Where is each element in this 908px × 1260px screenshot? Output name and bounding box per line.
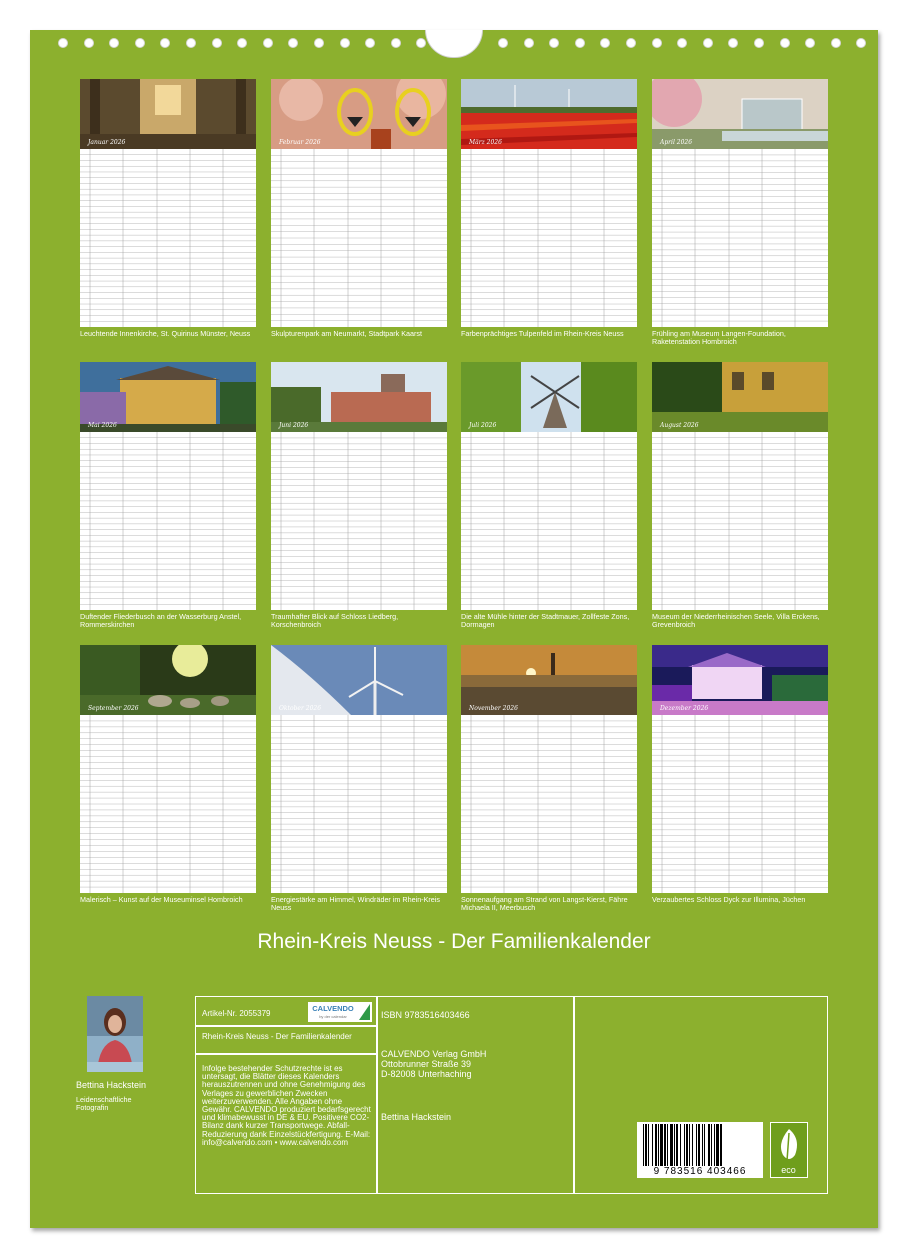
author-tagline: Leidenschaftliche Fotografin <box>76 1095 132 1112</box>
isbn: ISBN 9783516403466 <box>381 1010 470 1020</box>
logo-mark-icon <box>359 1004 370 1020</box>
calendar-title: Rhein-Kreis Neuss - Der Familienkalender <box>257 930 651 953</box>
month-planner-grid <box>271 149 447 327</box>
publisher-line-2: Ottobrunner Straße 39 <box>381 1059 472 1069</box>
binding-hole <box>498 38 508 48</box>
month-label: August 2026 <box>660 422 699 429</box>
binding-hole <box>626 38 636 48</box>
month-photo <box>461 645 637 715</box>
month-caption: Sonnenaufgang am Strand von Langst-Kierst, Fähre Michaela II, Meerbusch <box>461 895 628 912</box>
article-number: Artikel-Nr. 2055379 <box>202 1009 271 1018</box>
month-block <box>80 645 256 904</box>
binding-hole <box>831 38 841 48</box>
logo-subtext: by der calendar <box>319 1014 347 1019</box>
month-caption: Duftender Fliederbusch an der Wasserburg Anstel, Rommerskirchen <box>80 612 242 629</box>
month-block <box>652 362 828 629</box>
binding-hole <box>754 38 764 48</box>
binding-hole <box>58 38 68 48</box>
month-planner-grid <box>461 432 637 610</box>
month-block <box>271 79 447 338</box>
binding-hole <box>703 38 713 48</box>
month-planner-grid <box>461 149 637 327</box>
month-planner-grid <box>80 432 256 610</box>
leaf-icon <box>771 1125 807 1165</box>
month-planner-grid <box>271 715 447 893</box>
month-label: September 2026 <box>88 705 139 712</box>
month-caption: Malerisch – Kunst auf der Museuminsel Hombroich <box>80 895 243 904</box>
spiral-binding <box>0 0 908 30</box>
month-block <box>461 79 637 338</box>
month-photo <box>461 362 637 432</box>
month-label: Juni 2026 <box>279 422 309 429</box>
month-block <box>271 362 447 629</box>
month-photo <box>80 645 256 715</box>
binding-hole <box>263 38 273 48</box>
month-block <box>461 645 637 912</box>
month-planner-grid <box>652 715 828 893</box>
barcode-bars <box>637 1122 763 1166</box>
month-label: Februar 2026 <box>279 139 321 146</box>
month-planner-grid <box>652 149 828 327</box>
month-photo <box>80 79 256 149</box>
month-label: Oktober 2026 <box>279 705 322 712</box>
month-caption: Verzaubertes Schloss Dyck zur Illumina, Jüchen <box>652 895 806 904</box>
month-caption: Energiestärke am Himmel, Windräder im Rhein-Kreis Neuss <box>271 895 440 912</box>
month-block <box>271 645 447 912</box>
info-author-name: Bettina Hackstein <box>381 1112 452 1122</box>
month-label: Januar 2026 <box>88 139 126 146</box>
month-block <box>80 79 256 338</box>
month-caption: Skulpturenpark am Neumarkt, Stadtpark Kaarst <box>271 329 423 338</box>
binding-hole <box>314 38 324 48</box>
isbn-barcode <box>637 1122 763 1178</box>
binding-hole <box>84 38 94 48</box>
month-planner-grid <box>652 432 828 610</box>
month-label: März 2026 <box>469 139 502 146</box>
month-caption: Frühling am Museum Langen-Foundation, Raketenstation Hombroich <box>652 329 786 346</box>
binding-hole <box>652 38 662 48</box>
calvendo-logo <box>308 1002 372 1022</box>
logo-text: CALVENDO <box>312 1004 354 1013</box>
month-photo <box>80 362 256 432</box>
month-block <box>461 362 637 629</box>
eco-badge <box>770 1122 808 1178</box>
month-caption: Leuchtende Innenkirche, St. Quirinus Münster, Neuss <box>80 329 251 338</box>
month-planner-grid <box>271 432 447 610</box>
barcode-digits: 9 783516 403466 <box>653 1166 747 1177</box>
month-photo <box>271 362 447 432</box>
month-block <box>652 645 828 904</box>
month-photo <box>652 362 828 432</box>
publisher-address <box>381 1049 486 1079</box>
month-block <box>80 362 256 629</box>
month-label: Dezember 2026 <box>660 705 709 712</box>
product-name: Rhein-Kreis Neuss - Der Familienkalender <box>202 1032 352 1041</box>
binding-hole <box>575 38 585 48</box>
month-caption: Farbenprächtiges Tulpenfeld im Rhein-Kreis Neuss <box>461 329 624 338</box>
binding-hole <box>340 38 350 48</box>
month-label: Juli 2026 <box>469 422 497 429</box>
author-portrait <box>87 996 143 1072</box>
binding-hole <box>524 38 534 48</box>
month-label: November 2026 <box>469 705 518 712</box>
binding-hole <box>135 38 145 48</box>
author-name: Bettina Hackstein <box>76 1080 147 1090</box>
month-caption: Traumhafter Blick auf Schloss Liedberg, Korschenbroich <box>271 612 399 629</box>
month-block <box>652 79 828 346</box>
binding-hole <box>391 38 401 48</box>
month-photo <box>652 645 828 715</box>
month-planner-grid <box>461 715 637 893</box>
publisher-line-1: CALVENDO Verlag GmbH <box>381 1049 487 1059</box>
month-photo <box>461 79 637 149</box>
legal-notice: Infolge bestehender Schutzrechte ist es untersagt, die Blätter dieses Kalenders herauszutrennen und ohne Genehmigung des Verlages zu gewerblichen Zwecken weiterzuverwenden. Alle Angaben ohne Gewähr. CALVENDO produziert bedarfsgerecht und klimabewusst in DE & EU. Positivere CO2-Bilanz dank kurzer Transportwege. Abfall-Reduzierung dank Einzelstückfertigung. E-Mail: info@calvendo.com • www.calvendo.com <box>202 1064 371 1147</box>
month-planner-grid <box>80 715 256 893</box>
month-caption: Museum der Niederrheinischen Seele, Villa Erckens, Grevenbroich <box>652 612 820 629</box>
month-planner-grid <box>80 149 256 327</box>
publisher-line-3: D-82008 Unterhaching <box>381 1069 472 1079</box>
month-photo <box>271 645 447 715</box>
binding-hole <box>186 38 196 48</box>
month-label: April 2026 <box>660 139 693 146</box>
binding-hole <box>212 38 222 48</box>
eco-label: eco <box>781 1165 796 1175</box>
month-caption: Die alte Mühle hinter der Stadtmauer, Zollfeste Zons, Dormagen <box>461 612 630 629</box>
month-photo <box>652 79 828 149</box>
month-label: Mai 2026 <box>88 422 117 429</box>
month-photo <box>271 79 447 149</box>
binding-hole <box>780 38 790 48</box>
